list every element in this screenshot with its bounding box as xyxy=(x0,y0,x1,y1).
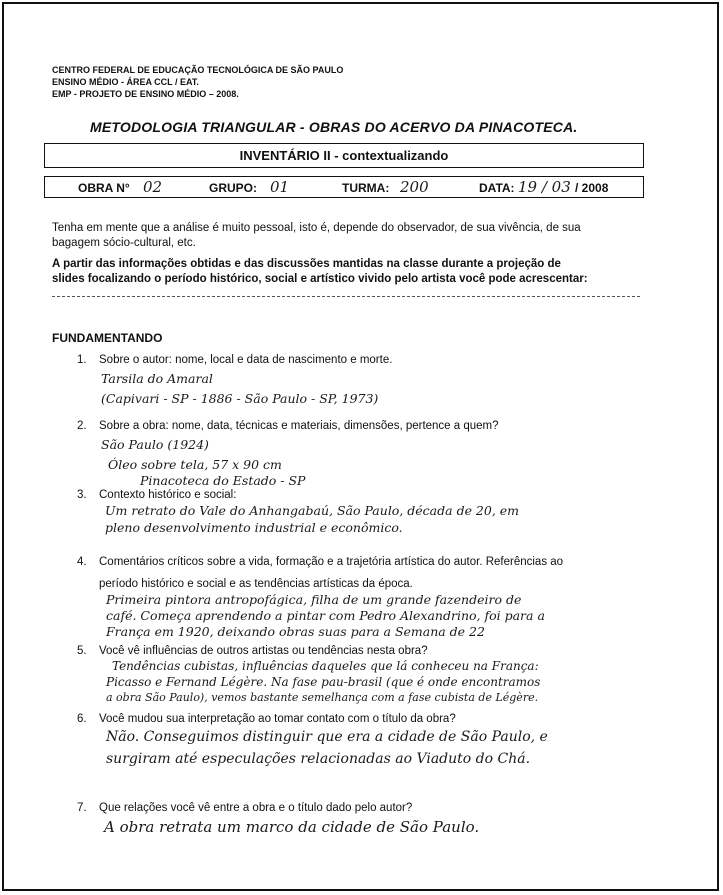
handwritten-answer-line: Pinacoteca do Estado - SP xyxy=(140,473,306,488)
question-number: 1. xyxy=(77,354,87,366)
question-number: 2. xyxy=(77,420,87,432)
question-text: período histórico e social e as tendências artísticas da época. xyxy=(99,578,413,590)
handwritten-answer-line: (Capivari - SP - 1886 - São Paulo - SP, 1973) xyxy=(101,391,379,406)
institution-line-2: ENSINO MÉDIO - ÁREA CCL / EAT. xyxy=(52,77,199,87)
question-number: 3. xyxy=(77,489,87,501)
handwritten-answer-line: França em 1920, deixando obras suas para a Semana de 22 xyxy=(106,624,485,639)
intro-line-2: bagagem sócio-cultural, etc. xyxy=(52,237,196,249)
question-number: 6. xyxy=(77,713,87,725)
obra-label: OBRA N° xyxy=(78,181,130,195)
question-text: Sobre o autor: nome, local e data de nascimento e morte. xyxy=(99,354,393,366)
question-number: 4. xyxy=(77,556,87,568)
handwritten-answer-line: Tendências cubistas, influências daqueles que lá conheceu na França: xyxy=(112,659,539,673)
info-box xyxy=(44,176,644,198)
turma-label: TURMA: xyxy=(342,181,390,195)
subtitle-box xyxy=(44,143,644,168)
question-text: Que relações você vê entre a obra e o título dado pelo autor? xyxy=(99,802,413,814)
document-title: METODOLOGIA TRIANGULAR - OBRAS DO ACERVO DA PINACOTECA. xyxy=(90,119,578,135)
handwritten-answer-line: a obra São Paulo), vemos bastante semelhança com a fase cubista de Légère. xyxy=(106,691,539,704)
grupo-value: 01 xyxy=(270,178,290,196)
handwritten-answer-line: Óleo sobre tela, 57 x 90 cm xyxy=(108,457,282,472)
dashed-divider xyxy=(52,296,640,297)
intro-line-1: Tenha em mente que a análise é muito pessoal, isto é, depende do observador, de sua vivência, de sua xyxy=(52,222,581,234)
obra-value: 02 xyxy=(143,178,163,196)
subtitle: INVENTÁRIO II - contextualizando xyxy=(239,148,449,163)
question-text: Você mudou sua interpretação ao tomar contato com o título da obra? xyxy=(99,713,456,725)
intro-bold-line-2: slides focalizando o período histórico, social e artístico vivido pelo artista você pode acrescentar: xyxy=(52,273,588,285)
handwritten-answer-line: Primeira pintora antropofágica, filha de um grande fazendeiro de xyxy=(106,592,522,607)
handwritten-answer-line: Tarsila do Amaral xyxy=(101,371,213,386)
grupo-label: GRUPO: xyxy=(209,181,257,195)
question-number: 5. xyxy=(77,645,87,657)
handwritten-answer-line: Picasso e Fernand Légère. Na fase pau-brasil (que é onde encontramos xyxy=(106,675,541,689)
intro-bold-line-1: A partir das informações obtidas e das discussões mantidas na classe durante a projeção de xyxy=(52,258,561,270)
handwritten-answer-line: A obra retrata um marco da cidade de São Paulo. xyxy=(104,818,480,836)
question-text: Você vê influências de outros artistas ou tendências nesta obra? xyxy=(99,645,428,657)
handwritten-answer-line: São Paulo (1924) xyxy=(101,437,209,452)
data-year: / 2008 xyxy=(575,181,609,195)
institution-line-3: EMP - PROJETO DE ENSINO MÉDIO – 2008. xyxy=(52,89,239,99)
institution-line-1: CENTRO FEDERAL DE EDUCAÇÃO TECNOLÓGICA DE SÃO PAULO xyxy=(52,65,344,75)
question-text: Contexto histórico e social: xyxy=(99,489,237,501)
handwritten-answer-line: café. Começa aprendendo a pintar com Pedro Alexandrino, foi para a xyxy=(106,608,545,623)
turma-value: 200 xyxy=(400,178,429,196)
handwritten-answer-line: surgiram até especulações relacionadas ao Viaduto do Chá. xyxy=(106,751,531,767)
handwritten-answer-line: Um retrato do Vale do Anhangabaú, São Paulo, década de 20, em xyxy=(105,503,520,518)
data-day-month: 19 / 03 xyxy=(518,178,571,196)
question-text: Comentários críticos sobre a vida, formação e a trajetória artística do autor. Referências ao xyxy=(99,556,564,568)
handwritten-answer-line: Não. Conseguimos distinguir que era a cidade de São Paulo, e xyxy=(106,729,548,745)
data-label: DATA: xyxy=(479,181,515,195)
question-number: 7. xyxy=(77,802,87,814)
section-heading: FUNDAMENTANDO xyxy=(52,331,163,345)
question-text: Sobre a obra: nome, data, técnicas e materiais, dimensões, pertence a quem? xyxy=(99,420,499,432)
handwritten-answer-line: pleno desenvolvimento industrial e econômico. xyxy=(105,520,403,535)
